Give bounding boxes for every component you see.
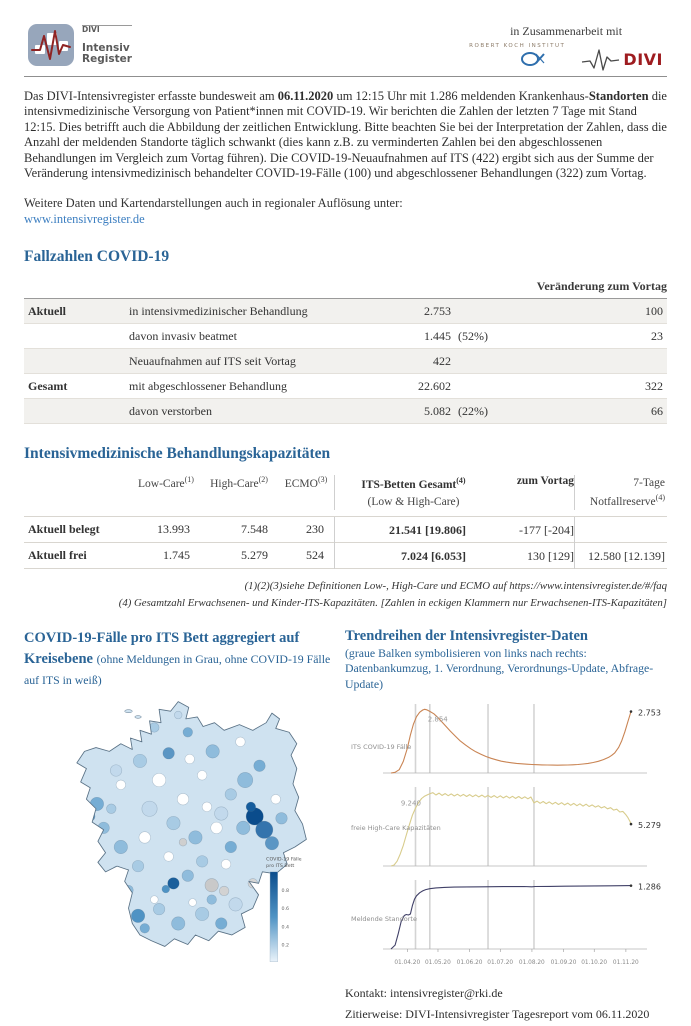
logo-text-divi: DIVI — [82, 25, 132, 34]
footnote-1: (1)(2)(3)siehe Definitionen Low-, High-Care und ECMO auf https://www.intensivregister.de/#/faq — [244, 580, 667, 593]
x-tick-label: 01.06.20 — [456, 959, 483, 966]
divi-logo-text: DIVI — [623, 50, 663, 69]
svg-text:0.8: 0.8 — [281, 889, 290, 895]
table-row: Gesamt mit abgeschlossener Behandlung 22.602 322 — [24, 374, 667, 399]
trends-title-block — [345, 627, 667, 693]
logo-text-register: Register — [82, 53, 132, 66]
table-row: davon invasiv beatmet 1.445 (52%) 23 — [24, 324, 667, 349]
section-title-kapazitaeten: Intensivmedizinische Behandlungskapazitäten — [24, 445, 331, 463]
change-column-header: Veränderung zum Vortag — [536, 279, 667, 294]
fallzahlen-table — [24, 298, 667, 424]
intensivregister-logo-icon — [28, 24, 74, 66]
svg-text:2.854: 2.854 — [427, 714, 448, 723]
more-info — [24, 196, 667, 227]
logo-text-intensiv: Intensiv — [82, 42, 130, 55]
contact-block — [345, 983, 667, 1026]
kontakt-line[interactable]: Kontakt: intensivregister@rki.de — [345, 985, 503, 1000]
report-header — [0, 0, 691, 74]
header-divider — [24, 76, 667, 77]
legend-title-line2: pro ITS Bett — [266, 864, 295, 870]
trend-charts — [345, 701, 667, 973]
divi-logo — [581, 48, 663, 72]
divi-ecg-icon — [581, 48, 621, 72]
chart-x-axis-labels — [345, 960, 667, 973]
x-tick-label: 01.08.20 — [518, 959, 545, 966]
zitierweise-line: Zitierweise: DIVI-Intensivregister Tagesreport vom 06.11.2020 — [345, 1007, 650, 1022]
rki-logo — [469, 43, 565, 76]
legend-gradient-bar — [270, 872, 278, 962]
footnote-2: (4) Gesamtzahl Erwachsenen- und Kinder-ITS-Kapazitäten. [Zahlen in eckigen Klammern nur Erwachsenen-ITS-Kapazitäten] — [118, 596, 667, 609]
table-row: Aktuell in intensivmedizinischer Behandlung 2.753 100 — [24, 299, 667, 324]
table-row: davon verstorben 5.082 (22%) 66 — [24, 399, 667, 424]
intensivregister-link[interactable]: www.intensivregister.de — [24, 211, 145, 226]
table-row: Neuaufnahmen auf ITS seit Vortag 422 — [24, 349, 667, 374]
chart-ylabel-high-care: freie High-Care Kapazitäten — [351, 823, 441, 832]
chart-ylabel-standorte: Meldende Standorte — [351, 914, 417, 923]
svg-text:0.2: 0.2 — [281, 943, 290, 949]
intro-paragraph: Das DIVI-Intensivregister erfasste bundesweit am 06.11.2020 um 12:15 Uhr mit 1.286 meldenden Krankenhaus-Standorten die intensivmedizinische Versorgung von Patient*innen mit COVID-19. Wir berichten die Zahlen der letzten 7 Tage mit Stand 12:15. Dies betrifft auch die Abbildung der zeitlichen Entwicklung. Bitte beachten Sie bei der Interpretation der Zahlen, dass die Anzahl der meldenden Standorte täglich schwankt (dies kann z.B. zu verminderten Zahlen bei den abgeschlossenen Behandlungen im Vergleich zum Vortag führen). Die COVID-19-Neuaufnahmen auf ITS (422) ergibt sich aus der Summe der Veränderung intensivmedizinisch behandelter COVID-19-Fälle (100) und abgeschlossener Behandlungen (322) zum Vortag. — [24, 89, 667, 181]
x-tick-label: 01.09.20 — [550, 959, 577, 966]
x-tick-label: 01.07.20 — [487, 959, 514, 966]
table-row: Aktuell frei 1.745 5.279 524 7.024 [6.053] 130 [129] 12.580 [12.139] — [24, 542, 667, 568]
trend-chart-its-covid-faelle — [345, 701, 667, 779]
svg-text:0.6: 0.6 — [281, 907, 290, 913]
table-header-row: Low-Care$^{(1)}$ High-Care$^{(2)}$ ECMO$^{(3)}$ ITS-Betten Gesamt$^{(4)}$ (Low & High-Care) zum Vortag 7-Tage Notfallreserve$^{(4)}$ — [24, 473, 667, 516]
map-legend — [266, 857, 301, 962]
collaboration-text: in Zusammenarbeit mit — [510, 24, 623, 38]
kapazitaeten-table — [24, 473, 667, 569]
district-patches — [25, 694, 341, 1000]
section-title-fallzahlen: Fallzahlen COVID-19 — [24, 248, 170, 266]
map-title: COVID-19-Fälle pro ITS Bett aggregiert auf Kreisebene (ohne Meldungen in Grau, ohne COVID-19 Fälle auf ITS in weiß) — [24, 629, 331, 688]
x-tick-label: 01.05.20 — [424, 959, 451, 966]
svg-text:5.279: 5.279 — [638, 820, 661, 830]
trends-title: Trendreihen der Intensivregister-Daten — [345, 627, 588, 644]
x-tick-label: 01.10.20 — [581, 959, 608, 966]
x-tick-label: 01.11.20 — [612, 959, 639, 966]
trends-subtitle: (graue Balken symbolisieren von links nach rechts: Datenbankumzug, 1. Verordnung, Verordnungs-Update, Abfrage-Update) — [345, 645, 654, 692]
svg-text:9.240: 9.240 — [400, 799, 421, 808]
table-footnotes — [24, 578, 667, 610]
chart-ylabel-its-cases: ITS COVID-19 Fälle — [351, 742, 412, 751]
more-info-text: Weitere Daten und Kartendarstellungen auch in regionaler Auflösung unter: — [24, 196, 403, 211]
x-tick-label: 01.04.20 — [394, 959, 421, 966]
svg-text:0.4: 0.4 — [281, 925, 290, 931]
rki-emblem-icon — [472, 49, 562, 71]
table-row: Aktuell belegt 13.993 7.548 230 21.541 [19.806] -177 [-204] — [24, 516, 667, 542]
intro-text: Das DIVI-Intensivregister erfasste bundesweit am — [24, 89, 278, 103]
map-section — [24, 627, 345, 1026]
legend-title-line1: COVID-19 Fälle — [266, 857, 302, 863]
partner-block — [469, 24, 667, 76]
svg-text:2.753: 2.753 — [638, 708, 661, 718]
rki-logo-text: ROBERT KOCH INSTITUT — [469, 43, 566, 49]
svg-text:1.286: 1.286 — [638, 882, 661, 892]
divi-intensivregister-logo — [28, 24, 132, 66]
trends-section — [345, 627, 667, 1026]
germany-choropleth-map — [24, 694, 342, 1000]
report-date: 06.11.2020 — [277, 89, 334, 103]
